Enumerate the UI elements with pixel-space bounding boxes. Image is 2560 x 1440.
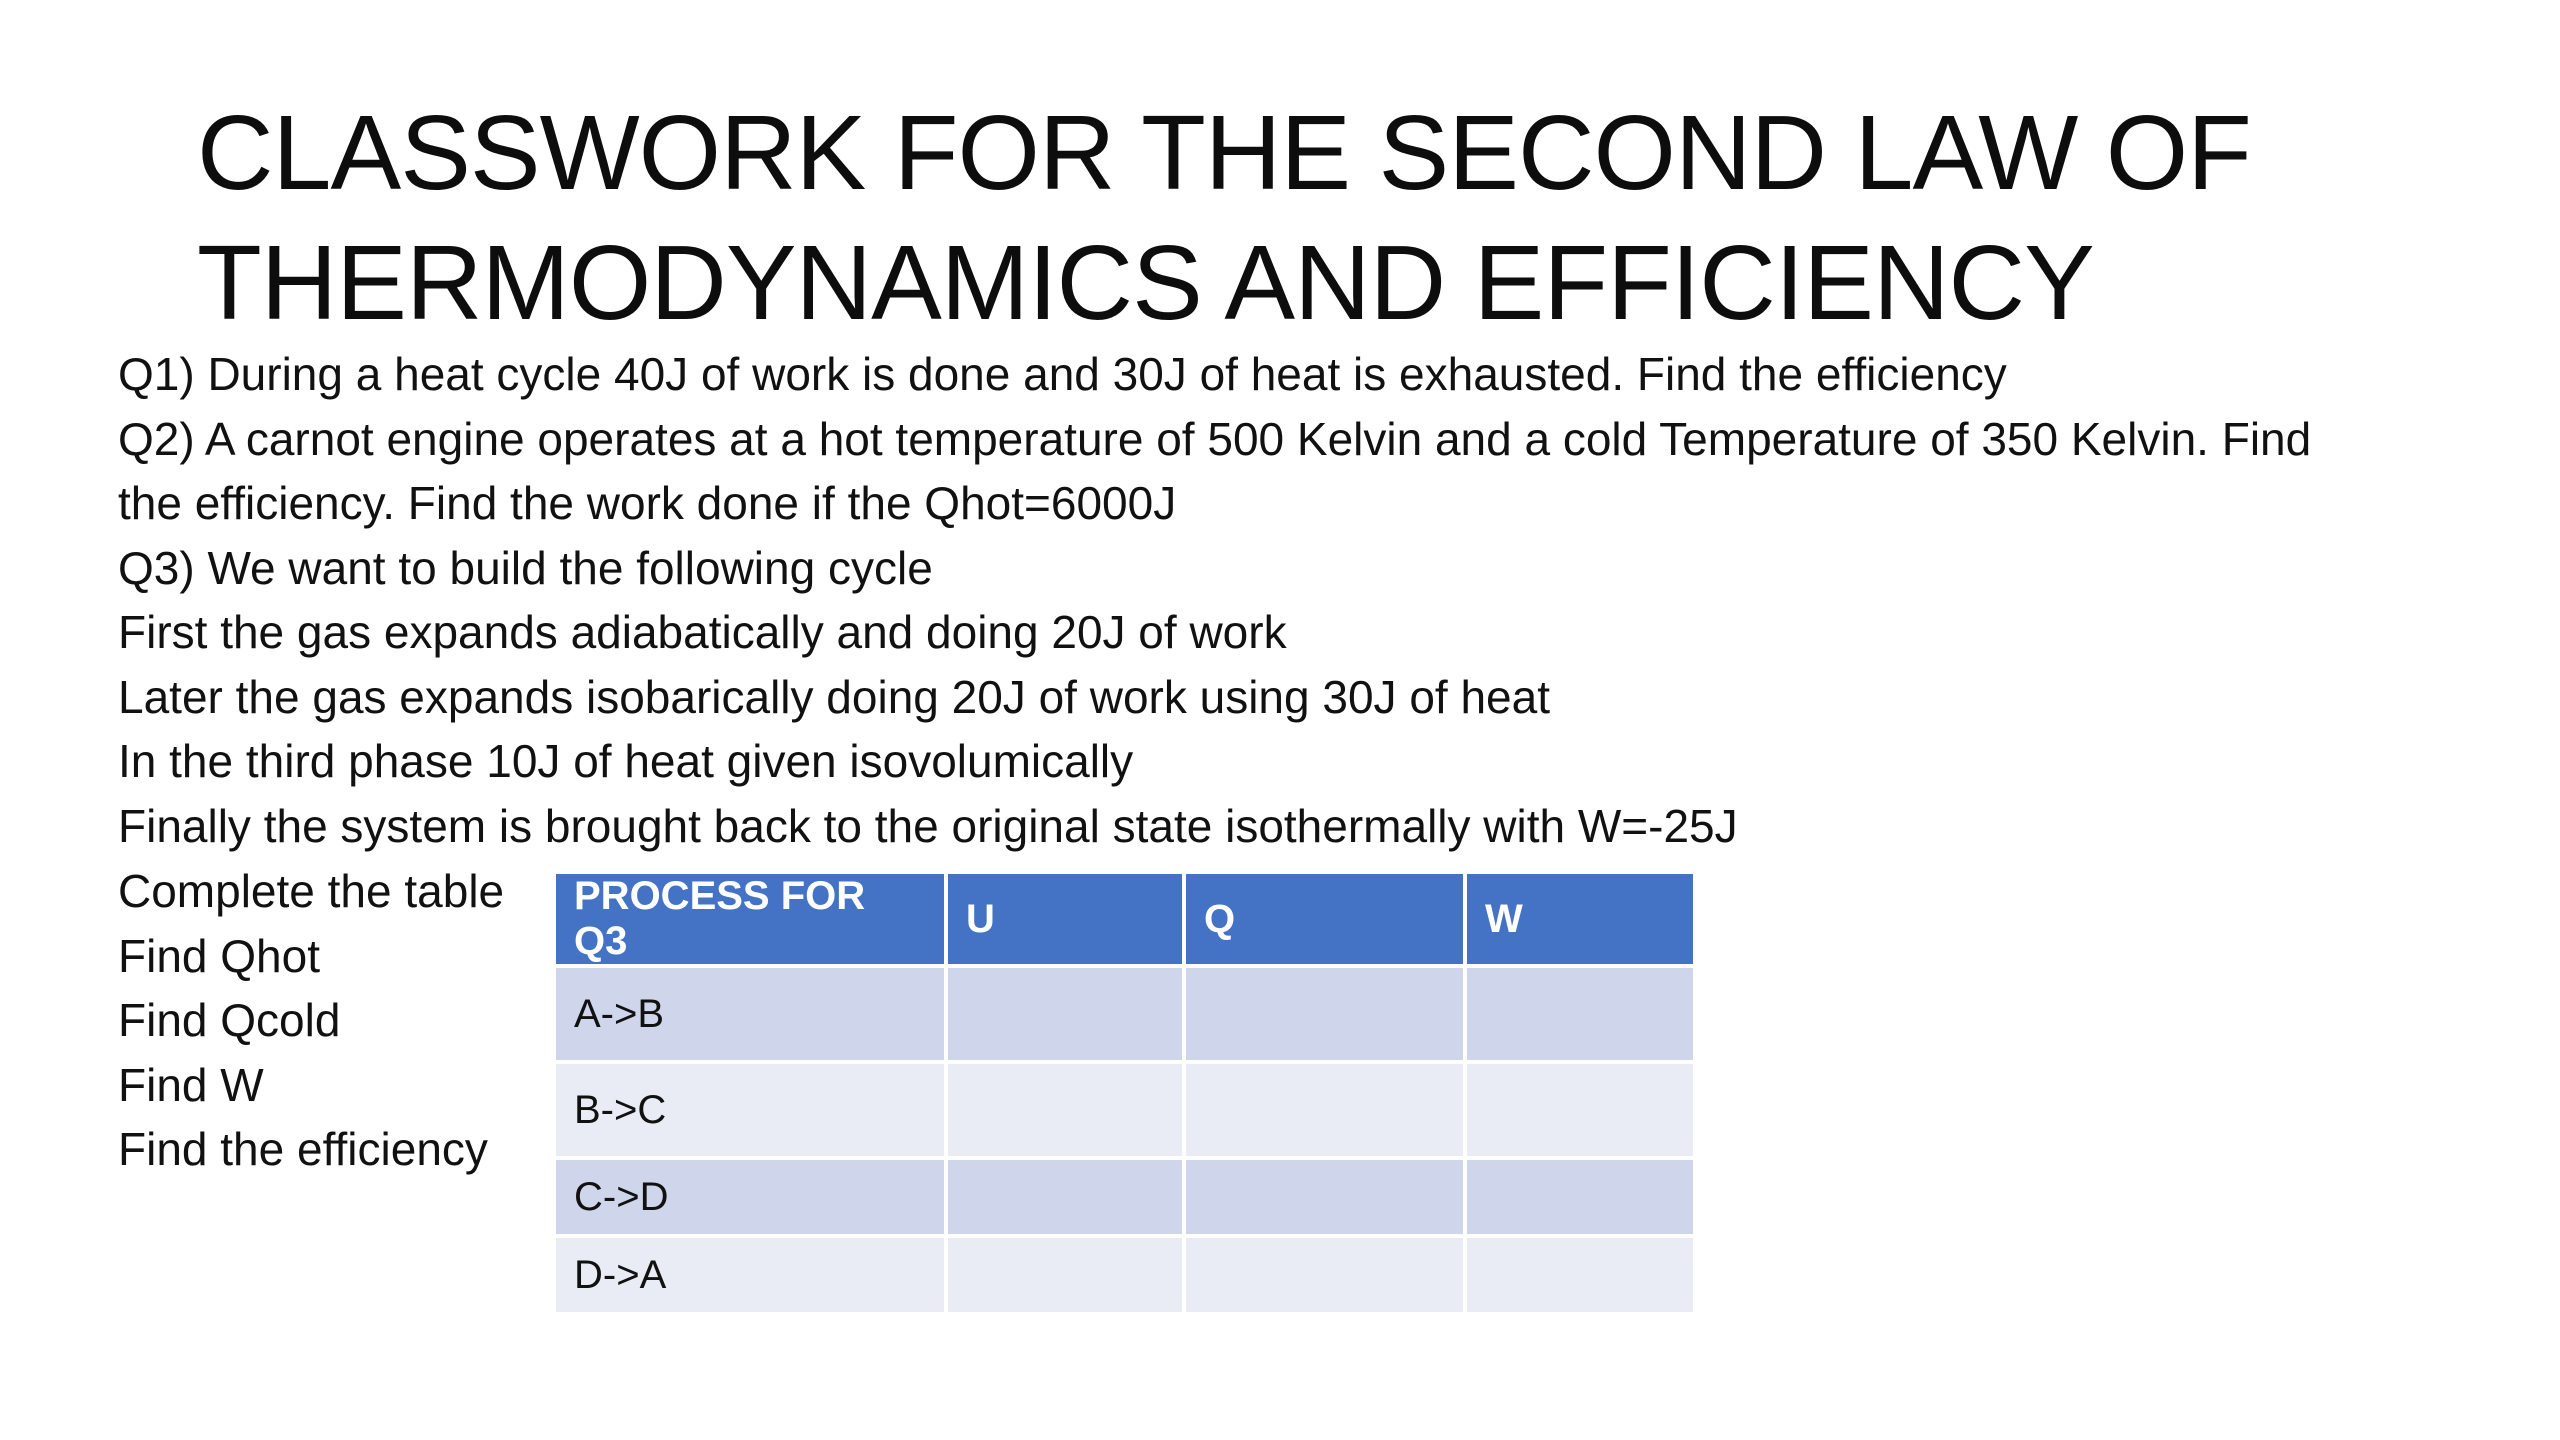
table-header-row — [556, 874, 1693, 964]
header-w: W — [1467, 874, 1693, 964]
question-line: Q1) During a heat cycle 40J of work is done and 30J of heat is exhausted. Find the efficiency — [118, 348, 2007, 400]
u-cell — [948, 968, 1182, 1060]
task-item: Find W — [118, 1058, 264, 1111]
w-cell — [1467, 1064, 1693, 1156]
task-item: Find Qhot — [118, 929, 320, 982]
process-cell: A->B — [556, 968, 944, 1060]
task-item: Complete the table — [118, 865, 505, 917]
process-table — [552, 870, 1697, 1316]
w-cell — [1467, 968, 1693, 1060]
question-line: Q3) We want to build the following cycle — [118, 541, 933, 594]
w-cell — [1467, 1160, 1693, 1234]
slide-title-line-2: THERMODYNAMICS AND EFFICIENCY — [197, 224, 2094, 342]
process-cell: B->C — [556, 1064, 944, 1156]
q-cell — [1186, 1238, 1463, 1312]
task-item: Find Qcold — [118, 994, 341, 1046]
table-row — [556, 1064, 1693, 1156]
process-cell: C->D — [556, 1160, 944, 1234]
question-line: Finally the system is brought back to the original state isothermally with W=-25J — [118, 799, 1738, 852]
task-list — [118, 859, 504, 1182]
question-line: Q2) A carnot engine operates at a hot temperature of 500 Kelvin and a cold Temperature of 350 Kelvin. Find — [118, 412, 2312, 465]
slide-title — [197, 88, 2397, 348]
table-row — [556, 968, 1693, 1060]
q-cell — [1186, 1064, 1463, 1156]
u-cell — [948, 1160, 1182, 1234]
question-line: First the gas expands adiabatically and doing 20J of work — [118, 606, 1287, 658]
header-u: U — [948, 874, 1182, 964]
questions-text — [118, 342, 2498, 858]
q-cell — [1186, 968, 1463, 1060]
u-cell — [948, 1238, 1182, 1312]
q-cell — [1186, 1160, 1463, 1234]
table-row — [556, 1160, 1693, 1234]
table-row — [556, 1238, 1693, 1312]
question-line: Later the gas expands isobarically doing 20J of work using 30J of heat — [118, 670, 1550, 723]
question-line: the efficiency. Find the work done if the Qhot=6000J — [118, 477, 1177, 529]
question-line: In the third phase 10J of heat given isovolumically — [118, 735, 1134, 787]
u-cell — [948, 1064, 1182, 1156]
header-process: PROCESS FOR Q3 — [556, 874, 944, 964]
w-cell — [1467, 1238, 1693, 1312]
header-q: Q — [1186, 874, 1463, 964]
slide-title-line-1: CLASSWORK FOR THE SECOND LAW OF — [197, 94, 2251, 212]
task-item: Find the efficiency — [118, 1123, 488, 1175]
process-cell: D->A — [556, 1238, 944, 1312]
